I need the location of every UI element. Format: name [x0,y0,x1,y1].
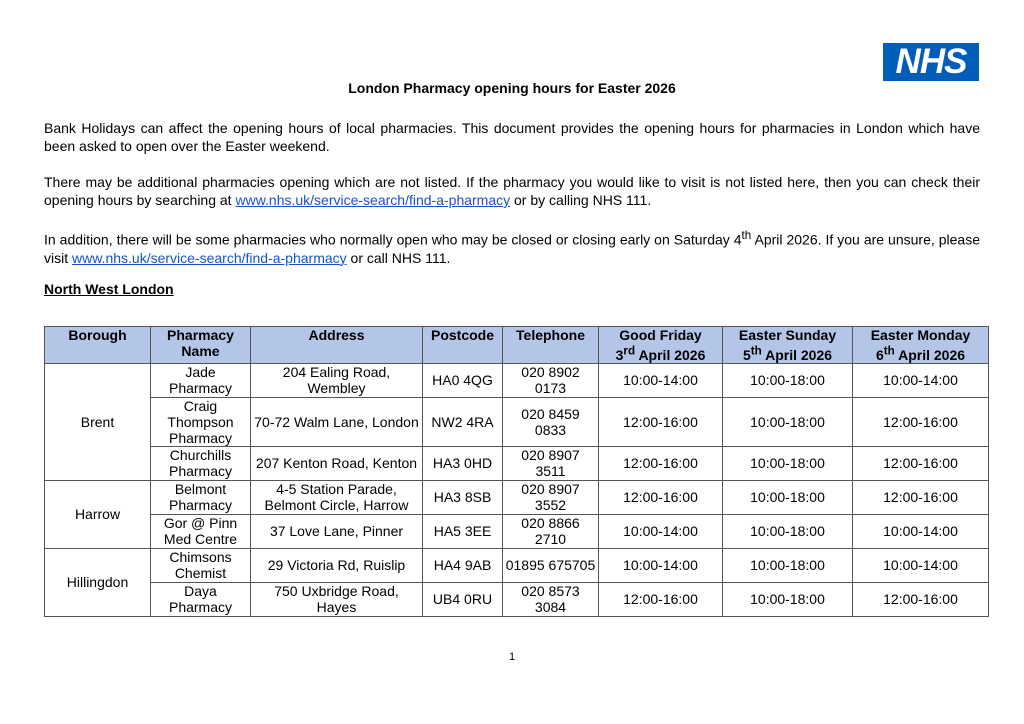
telephone-cell: 020 8907 3552 [503,480,599,514]
telephone-cell: 01895 675705 [503,548,599,582]
pharmacy-name-cell: Churchills Pharmacy [151,446,251,480]
telephone-cell: 020 8907 3511 [503,446,599,480]
good-friday-cell: 10:00-14:00 [599,514,723,548]
postcode-cell: NW2 4RA [423,397,503,446]
address-cell: 29 Victoria Rd, Ruislip [251,548,423,582]
table-row [45,548,989,582]
telephone-cell: 020 8573 3084 [503,582,599,616]
document-title: London Pharmacy opening hours for Easter 2026 [348,80,676,96]
good-friday-cell: 10:00-14:00 [599,363,723,397]
intro-paragraph: Bank Holidays can affect the opening hours of local pharmacies. This document provides the opening hours for pharmacies in London which have been asked to open over the Easter weekend. [44,120,980,154]
easter-monday-cell: 12:00-16:00 [853,480,989,514]
address-cell: 750 Uxbridge Road, Hayes [251,582,423,616]
borough-cell: Harrow [45,480,151,548]
pharmacy-name-cell: Chimsons Chemist [151,548,251,582]
header-postcode: Postcode [423,327,503,364]
pharmacy-name-cell: Belmont Pharmacy [151,480,251,514]
telephone-cell: 020 8866 2710 [503,514,599,548]
easter-sunday-cell: 10:00-18:00 [723,397,853,446]
easter-sunday-cell: 10:00-18:00 [723,446,853,480]
easter-monday-cell: 10:00-14:00 [853,363,989,397]
easter-monday-date: 6th April 2026 [875,344,966,363]
nhs-logo: NHS [883,43,979,81]
postcode-cell: HA4 9AB [423,548,503,582]
easter-monday-cell: 12:00-16:00 [853,397,989,446]
easter-sunday-cell: 10:00-18:00 [723,363,853,397]
table-row [45,397,989,446]
p3-superscript: th [741,229,752,242]
pharmacy-name-cell: Craig Thompson Pharmacy [151,397,251,446]
good-friday-label: Good Friday [619,327,702,343]
pharmacy-name-cell: Daya Pharmacy [151,582,251,616]
easter-monday-cell: 10:00-14:00 [853,548,989,582]
p2-text-after: or by calling NHS 111. [510,192,652,208]
table-row [45,582,989,616]
borough-cell: Hillingdon [45,548,151,616]
borough-cell: Brent [45,363,151,480]
postcode-cell: HA5 3EE [423,514,503,548]
easter-sunday-cell: 10:00-18:00 [723,582,853,616]
page-number: 1 [508,651,516,663]
p2-text-before: There may be additional pharmacies opening which are not listed. If the pharmacy you would like to visit is not listed here, then you can check their opening hours by searching at [44,174,980,208]
header-easter-monday [853,327,989,364]
telephone-cell: 020 8459 0833 [503,397,599,446]
p3-text-before: In addition, there will be some pharmacies who normally open who may be closed or closing early on Saturday 4 [44,231,742,248]
postcode-cell: UB4 0RU [423,582,503,616]
header-good-friday [599,327,723,364]
header-address: Address [251,327,423,364]
additional-pharmacies-paragraph [44,173,980,209]
telephone-cell: 020 8902 0173 [503,363,599,397]
section-heading: North West London [44,281,174,297]
easter-sunday-cell: 10:00-18:00 [723,480,853,514]
pharmacy-hours-table [44,326,989,617]
postcode-cell: HA0 4QG [423,363,503,397]
postcode-cell: HA3 8SB [423,480,503,514]
header-pharmacy-name: Pharmacy Name [151,327,251,364]
table-header-row [45,327,989,364]
easter-monday-cell: 10:00-14:00 [853,514,989,548]
p3-text-mid: April 2026. If you are unsure, please visit [44,231,980,266]
header-borough: Borough [45,327,151,364]
find-a-pharmacy-link-2[interactable]: www.nhs.uk/service-search/find-a-pharmacy [72,249,347,266]
good-friday-cell: 12:00-16:00 [599,397,723,446]
table-row [45,363,989,397]
pharmacy-name-cell: Jade Pharmacy [151,363,251,397]
find-a-pharmacy-link[interactable]: www.nhs.uk/service-search/find-a-pharmacy [235,192,511,208]
easter-monday-cell: 12:00-16:00 [853,446,989,480]
table-row [45,446,989,480]
easter-sunday-cell: 10:00-18:00 [723,548,853,582]
header-telephone: Telephone [503,327,599,364]
easter-sunday-cell: 10:00-18:00 [723,514,853,548]
address-cell: 70-72 Walm Lane, London [251,397,423,446]
table-row [45,514,989,548]
easter-monday-label: Easter Monday [870,327,971,343]
address-cell: 37 Love Lane, Pinner [251,514,423,548]
address-cell: 204 Ealing Road, Wembley [251,363,423,397]
good-friday-cell: 12:00-16:00 [599,446,723,480]
good-friday-date: 3rd April 2026 [615,344,706,363]
p3-text-after: or call NHS 111. [346,249,451,266]
good-friday-cell: 12:00-16:00 [599,480,723,514]
postcode-cell: HA3 0HD [423,446,503,480]
header-easter-sunday [723,327,853,364]
easter-sunday-date: 5th April 2026 [742,344,833,363]
address-cell: 4-5 Station Parade, Belmont Circle, Harrow [251,480,423,514]
easter-monday-cell: 12:00-16:00 [853,582,989,616]
table-row [45,480,989,514]
pharmacy-name-cell: Gor @ Pinn Med Centre [151,514,251,548]
address-cell: 207 Kenton Road, Kenton [251,446,423,480]
good-friday-cell: 12:00-16:00 [599,582,723,616]
closing-early-paragraph [44,227,980,267]
easter-sunday-label: Easter Sunday [738,327,837,343]
good-friday-cell: 10:00-14:00 [599,548,723,582]
